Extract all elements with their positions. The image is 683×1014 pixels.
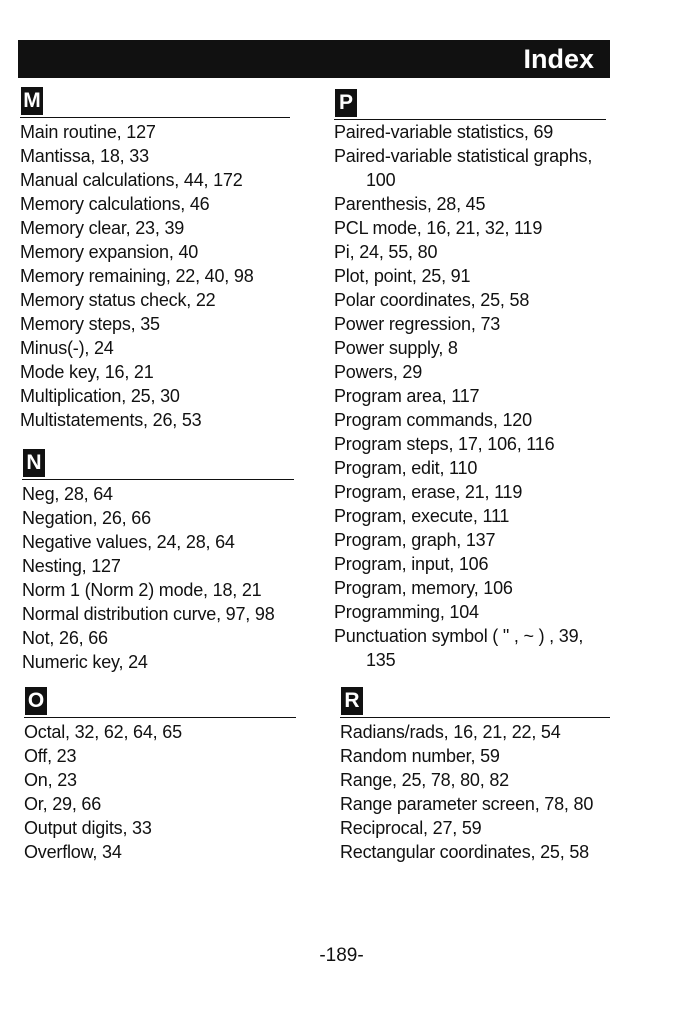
index-entry: Program, memory, 106 xyxy=(334,578,513,598)
index-entry: Not, 26, 66 xyxy=(22,628,108,648)
index-entry: Program, erase, 21, 119 xyxy=(334,482,523,502)
section-n-entries xyxy=(22,482,294,674)
index-entry: Memory remaining, 22, 40, 98 xyxy=(20,266,254,286)
index-entry: Power regression, 73 xyxy=(334,314,501,334)
index-entry: Pi, 24, 55, 80 xyxy=(334,242,438,262)
index-entry: Octal, 32, 62, 64, 65 xyxy=(24,722,182,742)
index-entry: Punctuation symbol ( " , ~ ) , 39, xyxy=(334,626,584,646)
index-entry: Paired-variable statistics, 69 xyxy=(334,122,554,142)
index-entry: Power supply, 8 xyxy=(334,338,458,358)
index-entry: Neg, 28, 64 xyxy=(22,484,113,504)
index-entry: Plot, point, 25, 91 xyxy=(334,266,471,286)
index-entry: Mode key, 16, 21 xyxy=(20,362,154,382)
index-entry: Nesting, 127 xyxy=(22,556,121,576)
index-entry: Program area, 117 xyxy=(334,386,480,406)
continuation-text: 135 xyxy=(366,650,396,670)
index-entry: Programming, 104 xyxy=(334,602,479,622)
section-o-entries xyxy=(24,720,296,864)
section-m-heading xyxy=(20,86,290,118)
section-p xyxy=(334,88,606,672)
index-entry: Program, edit, 110 xyxy=(334,458,478,478)
index-entry: Numeric key, 24 xyxy=(22,652,148,672)
section-m-entries xyxy=(20,120,290,432)
index-entry-continuation xyxy=(334,648,606,672)
section-p-rule xyxy=(334,119,606,120)
index-entry: Memory clear, 23, 39 xyxy=(20,218,185,238)
index-entry: Output digits, 33 xyxy=(24,818,152,838)
index-entry: Memory calculations, 46 xyxy=(20,194,210,214)
section-letter-o: O xyxy=(25,687,47,715)
index-entry: Negative values, 24, 28, 64 xyxy=(22,532,235,552)
index-entry: Off, 23 xyxy=(24,746,77,766)
section-r-rule xyxy=(340,717,610,718)
index-entry: Normal distribution curve, 97, 98 xyxy=(22,604,275,624)
index-entry: Range parameter screen, 78, 80 xyxy=(340,794,594,814)
section-letter-m: M xyxy=(21,87,43,115)
index-entry: Program, graph, 137 xyxy=(334,530,496,550)
index-entry: Or, 29, 66 xyxy=(24,794,102,814)
index-entry: Memory steps, 35 xyxy=(20,314,160,334)
index-header-bar xyxy=(18,40,610,78)
index-entry: Norm 1 (Norm 2) mode, 18, 21 xyxy=(22,580,262,600)
index-entry: Program, execute, 111 xyxy=(334,506,510,526)
section-letter-n: N xyxy=(23,449,45,477)
section-o-rule xyxy=(24,717,296,718)
index-title: Index xyxy=(523,44,594,74)
index-entry: Parenthesis, 28, 45 xyxy=(334,194,486,214)
continuation-text: 100 xyxy=(366,170,396,190)
index-entry: Powers, 29 xyxy=(334,362,423,382)
index-entry: Radians/rads, 16, 21, 22, 54 xyxy=(340,722,561,742)
section-o xyxy=(24,686,296,864)
index-entry: Main routine, 127 xyxy=(20,122,156,142)
section-r-heading xyxy=(340,686,610,718)
section-n-rule xyxy=(22,479,294,480)
section-n-heading xyxy=(22,448,294,480)
index-entry: Program commands, 120 xyxy=(334,410,532,430)
index-entry: Rectangular coordinates, 25, 58 xyxy=(340,842,589,862)
index-entry: Program, input, 106 xyxy=(334,554,489,574)
index-entry: Program steps, 17, 106, 116 xyxy=(334,434,555,454)
section-p-entries xyxy=(334,120,606,672)
index-entry-continuation xyxy=(334,168,606,192)
section-m-rule xyxy=(20,117,290,118)
section-r xyxy=(340,686,610,864)
index-entry: Range, 25, 78, 80, 82 xyxy=(340,770,509,790)
index-entry: Memory expansion, 40 xyxy=(20,242,199,262)
page-number: -189- xyxy=(319,945,364,966)
section-letter-p: P xyxy=(335,89,357,117)
index-entry: Multiplication, 25, 30 xyxy=(20,386,180,406)
index-entry: Memory status check, 22 xyxy=(20,290,216,310)
section-letter-r: R xyxy=(341,687,363,715)
index-entry: Multistatements, 26, 53 xyxy=(20,410,202,430)
index-entry: Negation, 26, 66 xyxy=(22,508,151,528)
index-entry: Mantissa, 18, 33 xyxy=(20,146,149,166)
section-n xyxy=(22,448,294,674)
section-o-heading xyxy=(24,686,296,718)
index-entry: Reciprocal, 27, 59 xyxy=(340,818,482,838)
index-entry: Manual calculations, 44, 172 xyxy=(20,170,243,190)
index-entry: Paired-variable statistical graphs, xyxy=(334,146,593,166)
section-r-entries xyxy=(340,720,610,864)
index-entry: Overflow, 34 xyxy=(24,842,122,862)
index-entry: Random number, 59 xyxy=(340,746,500,766)
index-entry: Polar coordinates, 25, 58 xyxy=(334,290,530,310)
index-entry: On, 23 xyxy=(24,770,77,790)
section-p-heading xyxy=(334,88,606,120)
index-entry: PCL mode, 16, 21, 32, 119 xyxy=(334,218,543,238)
section-m xyxy=(20,86,290,432)
index-entry: Minus(-), 24 xyxy=(20,338,114,358)
